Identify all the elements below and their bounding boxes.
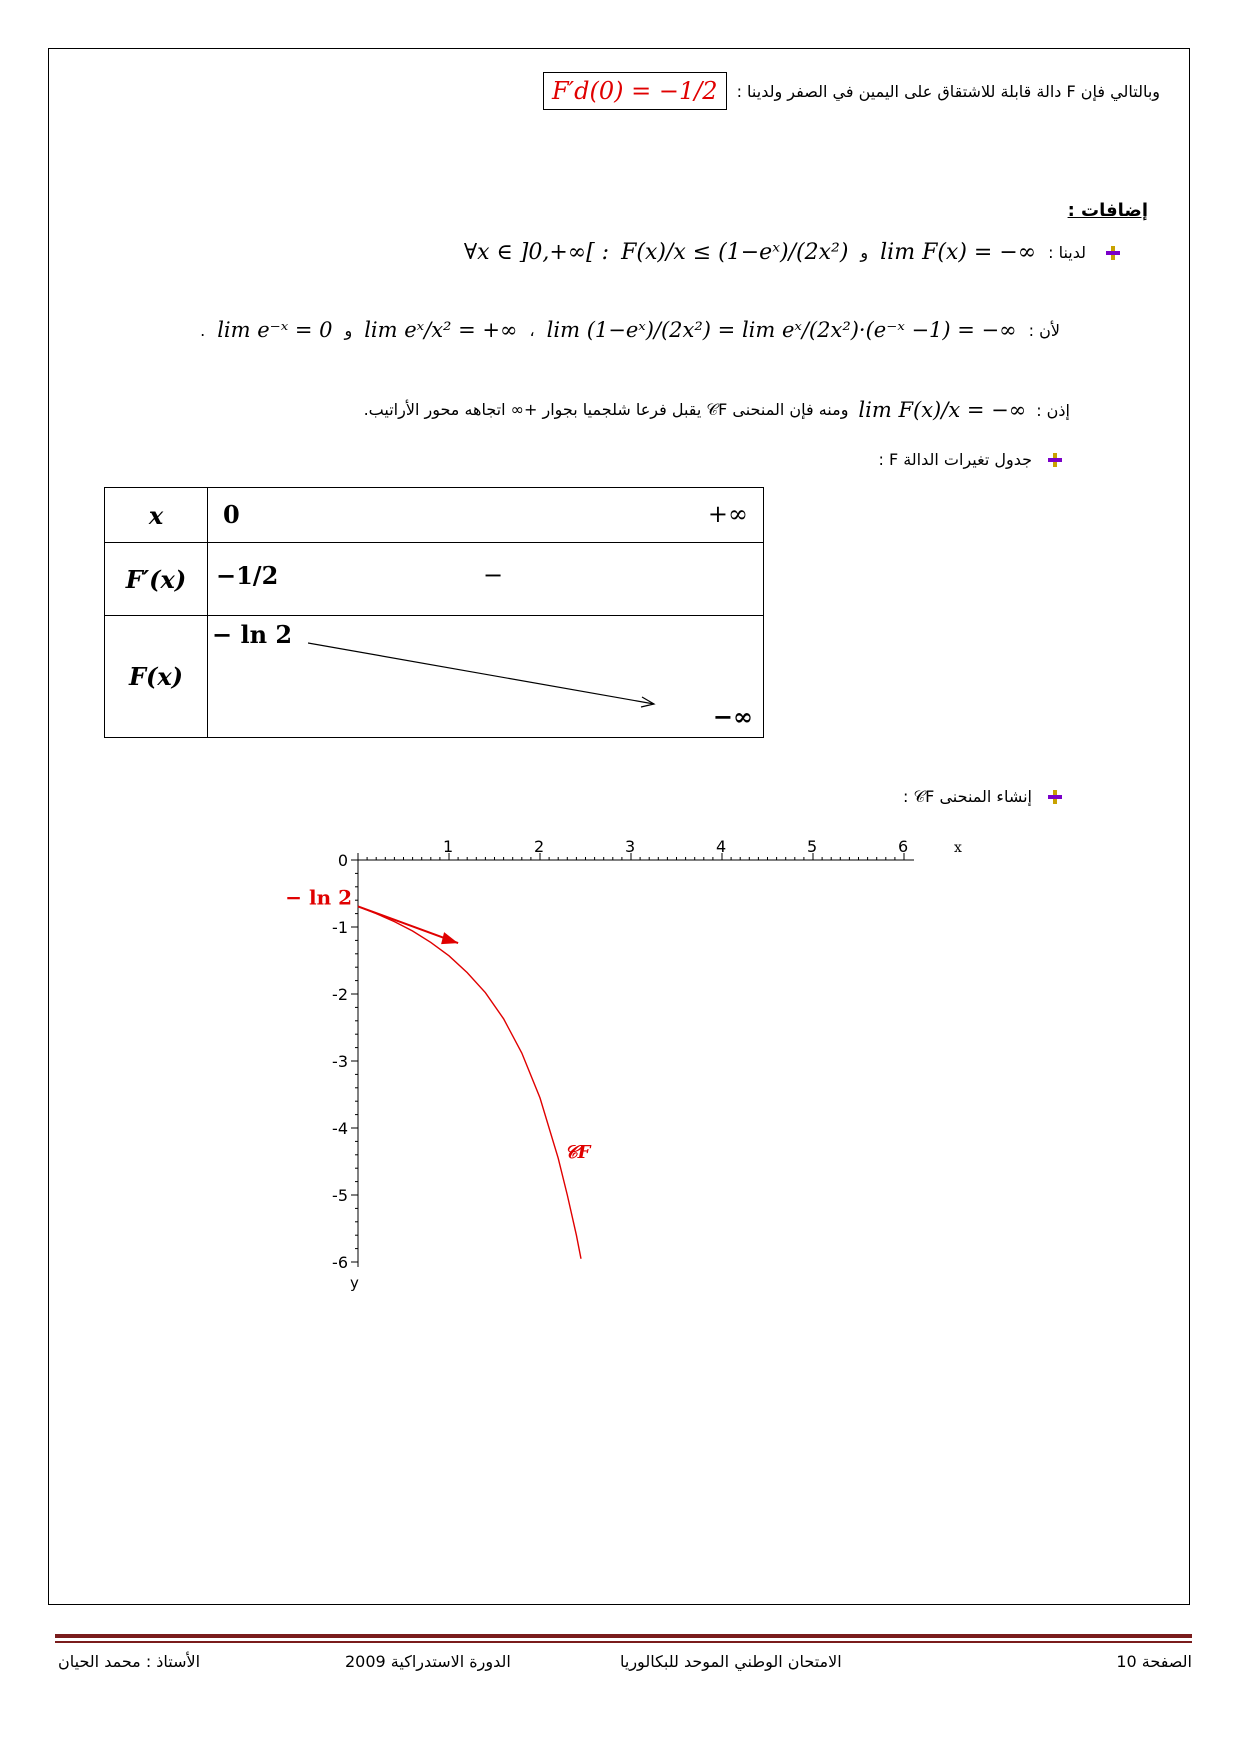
x-tick-label: 2 xyxy=(534,837,545,856)
table-row xyxy=(105,543,764,616)
y-tick-label: -3 xyxy=(332,1052,348,1071)
item1-prefix: لدينا : xyxy=(1048,243,1086,262)
curve-cf xyxy=(358,906,581,1258)
footer-session: الدورة الاستدراكية 2009 xyxy=(345,1652,511,1671)
x-tick-label: 5 xyxy=(807,837,818,856)
item1-domain: ∀x ∈ ]0,+∞[ : xyxy=(463,240,610,265)
graph-heading xyxy=(903,787,1062,807)
item2-limit: lim (1−eˣ)/(2x²) = lim eˣ/(2x²)·(e⁻ˣ −1) = −∞ xyxy=(546,318,1017,342)
table-row xyxy=(105,488,764,543)
x-tick-label: 4 xyxy=(716,837,727,856)
intro-text: وبالتالي فإن F دالة قابلة للاشتقاق على اليمين في الصفر ولدينا : xyxy=(736,81,1160,101)
item1-inequality: F(x)/x ≤ (1−eˣ)/(2x²) xyxy=(621,240,849,265)
row-fprime-head: F′(x) xyxy=(105,543,208,616)
f-end: −∞ xyxy=(712,702,753,731)
x-tick-label: 3 xyxy=(625,837,636,856)
x-axis-label: x xyxy=(954,840,962,856)
footer-rule xyxy=(55,1634,1192,1638)
f-start: − ln 2 xyxy=(212,620,293,649)
y-tick-label: -1 xyxy=(332,918,348,937)
y-tick-label: -5 xyxy=(332,1186,348,1205)
bullet-icon xyxy=(1048,790,1062,804)
y-tick-label: 0 xyxy=(337,851,348,870)
intro-line xyxy=(543,72,1160,110)
item1-limit: lim F(x) = −∞ xyxy=(880,240,1037,265)
row-x-head: x xyxy=(105,488,208,543)
item3-text: ومنه فإن المنحنى 𝒞F يقبل فرعا شلجميا بجوار +∞ اتجاهه محور الأراتيب. xyxy=(363,400,849,419)
function-graph xyxy=(270,830,990,1310)
derivative-result: F′d(0) = −1/2 xyxy=(543,72,727,110)
x-tick-label: 6 xyxy=(898,837,909,856)
item-1 xyxy=(220,240,1120,265)
x-tick-label: 1 xyxy=(443,837,454,856)
row-f-values xyxy=(208,616,764,738)
section-title: إضافات : xyxy=(1067,200,1148,221)
bullet-icon xyxy=(1048,453,1062,467)
item2-because: لأن : xyxy=(1028,320,1060,340)
item2-limit-2: lim eˣ/x² = +∞ xyxy=(364,318,518,342)
start-value-label: − ln 2 xyxy=(285,885,352,910)
table-row xyxy=(105,616,764,738)
decreasing-arrow xyxy=(308,640,668,710)
y-tick-label: -6 xyxy=(332,1253,348,1272)
tangent-arrowhead xyxy=(441,932,458,944)
table-heading xyxy=(878,450,1062,469)
y-tick-label: -2 xyxy=(332,985,348,1004)
row-f-head: F(x) xyxy=(105,616,208,738)
row-fprime-values xyxy=(208,543,764,616)
row-x-values xyxy=(208,488,764,543)
footer-teacher: الأستاذ : محمد الحيان xyxy=(58,1652,201,1671)
graph-heading-text: إنشاء المنحنى 𝒞F : xyxy=(903,787,1032,806)
item3-prefix: إذن : xyxy=(1036,400,1070,420)
footer-page: الصفحة 10 xyxy=(1116,1652,1192,1671)
fprime-sign: − xyxy=(483,561,504,589)
item-2: لأن : lim (1−eˣ)/(2x²) = lim eˣ/(2x²)·(e⁻ˣ −1) = −∞ ، lim eˣ/x² = +∞ و lim e⁻ˣ = 0 . xyxy=(200,318,1060,342)
footer-rule xyxy=(55,1641,1192,1643)
variation-table xyxy=(104,487,764,738)
table-heading-text: جدول تغيرات الدالة F : xyxy=(878,450,1032,469)
y-axis-label: y xyxy=(350,1274,359,1292)
x-end: +∞ xyxy=(707,500,748,528)
fprime-start: −1/2 xyxy=(216,561,279,590)
x-start: 0 xyxy=(223,500,240,529)
item3-limit: lim F(x)/x = −∞ xyxy=(858,398,1027,422)
page-frame xyxy=(48,48,1190,1605)
curve-label: 𝒞F xyxy=(564,1142,591,1164)
item1-and: و xyxy=(860,243,869,262)
bullet-icon xyxy=(1106,246,1120,260)
item-3 xyxy=(70,398,1070,422)
footer-exam: الامتحان الوطني الموحد للبكالوريا xyxy=(620,1652,842,1671)
item2-limit-3: lim e⁻ˣ = 0 xyxy=(217,318,333,342)
y-tick-label: -4 xyxy=(332,1119,348,1138)
